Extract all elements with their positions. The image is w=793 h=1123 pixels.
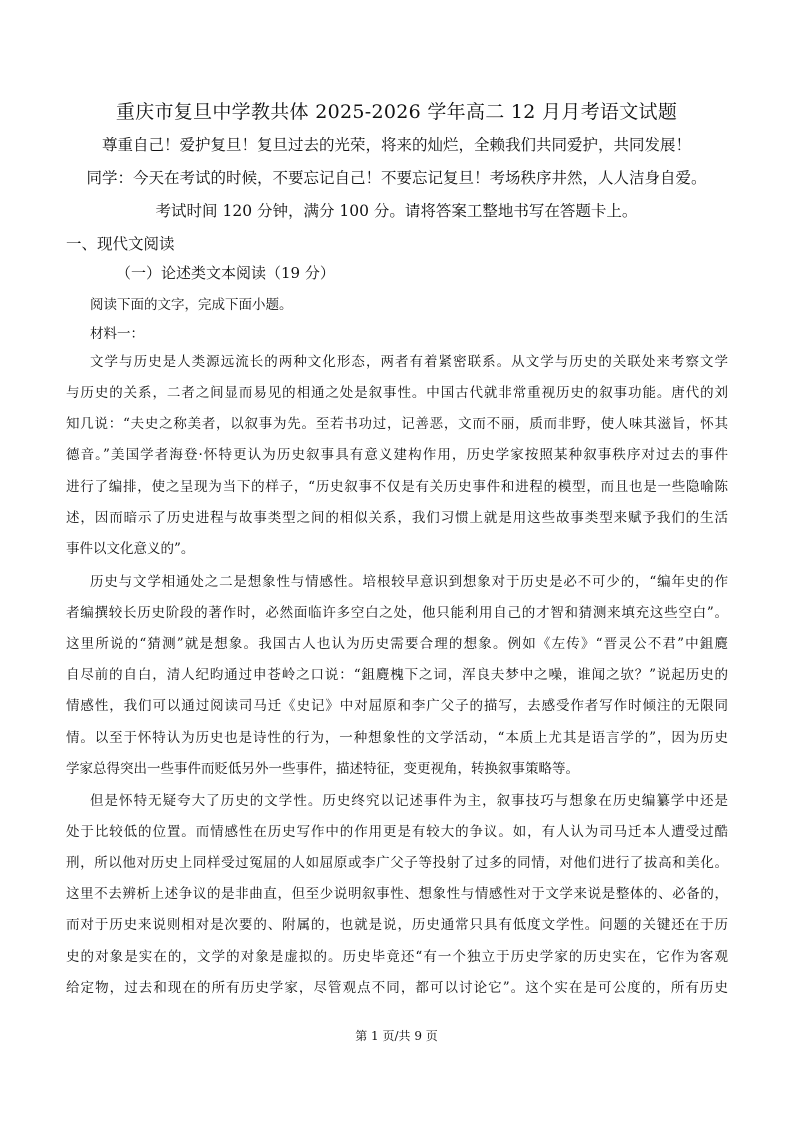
section-heading: 一、现代文阅读 [66, 235, 175, 253]
page-number: 第 1 页/共 9 页 [355, 1029, 438, 1043]
paragraph-line: 文学与历史是人类源远流长的两种文化形态，两者有着紧密联系。从文学与历史的关联处来考察文学 [90, 354, 728, 370]
paragraph-line: 进行了编排，使之呈现为当下的样子，“历史叙事不仅是有关历史事件和进程的模型，而且也是一些隐喻陈 [66, 479, 728, 495]
paragraph-line: 这里所说的“猜测”就是想象。我国古人也认为历史需要合理的想象。例如《左传》“晋灵公不君”中鉏麑 [66, 636, 728, 652]
exam-title: 重庆市复旦中学教共体 2025-2026 学年高二 12 月月考语文试题 [115, 101, 678, 123]
paragraph-line: 自尽前的自白，清人纪昀通过申苍岭之口说：“鉏麑槐下之词，浑良夫梦中之噪，谁闻之欤？”说起历史的 [66, 667, 728, 683]
exam-info-line: 考试时间 120 分钟，满分 100 分。请将答案工整地书写在答题卡上。 [155, 202, 638, 220]
paragraph-line: 史的对象是实在的，文学的对象是虚拟的。历史毕竟还“有一个独立于历史学家的历史实在，它作为客观 [66, 949, 728, 965]
reading-instruction: 阅读下面的文字，完成下面小题。 [90, 297, 293, 313]
paragraph-line: 但是怀特无疑夸大了历史的文学性。历史终究以记述事件为主，叙事技巧与想象在历史编纂学中还是 [90, 793, 728, 809]
paragraph-line: 知几说：“夫史之称美者，以叙事为先。至若书功过，记善恶，文而不丽，质而非野，使人味其滋旨，怀其 [66, 416, 728, 432]
paragraph-line: 情感性，我们可以通过阅读司马迁《史记》中对屈原和李广父子的描写，去感受作者写作时倾注的无限同 [66, 698, 728, 714]
paragraph-line: 德音。”美国学者海登·怀特更认为历史叙事具有意义建构作用，历史学家按照某种叙事秩序对过去的事件 [66, 447, 728, 463]
paragraph-line: 这里不去辨析上述争议的是非曲直，但至少说明叙事性、想象性与情感性对于文学来说是整体的、必备的， [66, 886, 728, 902]
subsection-heading: （一）论述类文本阅读（19 分） [116, 264, 335, 282]
material-label: 材料一： [90, 326, 144, 342]
school-motto-line: 尊重自己！爱护复旦！复旦过去的光荣，将来的灿烂，全赖我们共同爱护，共同发展！ [101, 136, 691, 154]
paragraph-line: 事件以文化意义的”。 [66, 541, 195, 557]
paragraph-line: 刑，所以他对历史上同样受过冤屈的人如屈原或李广父子等投射了过多的同情，对他们进行了拔高和美化。 [66, 855, 728, 871]
paragraph-line: 学家总得突出一些事件而贬低另外一些事件，描述特征，变更视角，转换叙事策略等。 [66, 761, 579, 777]
paragraph-line: 而对于历史来说则相对是次要的、附属的，也就是说，历史通常只具有低度文学性。问题的关键还在于历 [66, 917, 728, 933]
paragraph-line: 历史与文学相通处之二是想象性与情感性。培根较早意识到想象对于历史是必不可少的，“编年史的作 [90, 574, 728, 590]
student-reminder-line: 同学：今天在考试的时候，不要忘记自己！不要忘记复旦！考场秩序井然，人人洁身自爱。 [86, 169, 707, 187]
paragraph-line: 述，因而暗示了历史进程与故事类型之间的相似关系，我们习惯上就是用这些故事类型来赋予我们的生活 [66, 510, 728, 526]
paragraph-line: 与历史的关系，二者之间显而易见的相通之处是叙事性。中国古代就非常重视历史的叙事功能。唐代的刘 [66, 385, 728, 401]
paragraph-line: 处于比较低的位置。而情感性在历史写作中的作用更是有较大的争议。如，有人认为司马迁本人遭受过酷 [66, 824, 728, 840]
paragraph-line: 情。以至于怀特认为历史也是诗性的行为，一种想象性的文学活动，“本质上尤其是语言学的”，因为历史 [66, 730, 728, 746]
paragraph-line: 者编撰较长历史阶段的著作时，必然面临许多空白之处，他只能利用自己的才智和猜测来填充这些空白”。 [66, 605, 728, 621]
paragraph-line: 给定物，过去和现在的所有历史学家，尽管观点不同，都可以讨论它”。这个实在是可公度的，所有历史 [66, 980, 728, 996]
